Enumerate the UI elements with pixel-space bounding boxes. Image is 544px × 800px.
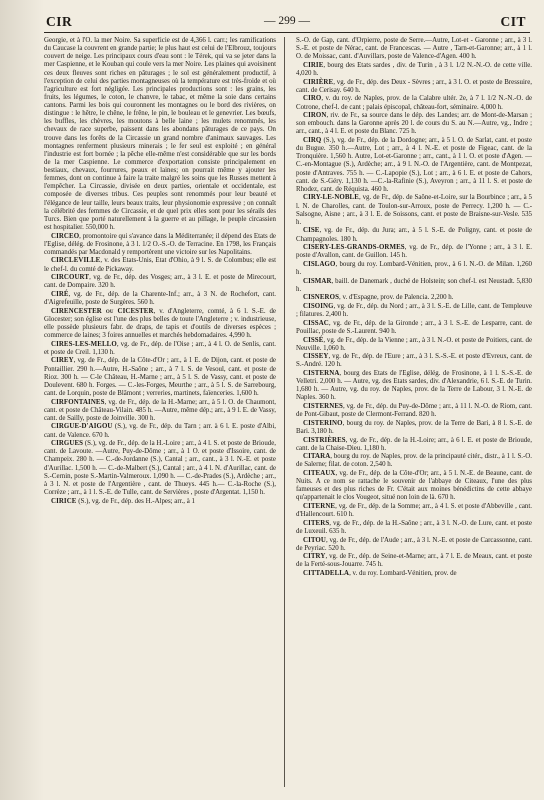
- entry-headword: CISSEY: [303, 353, 329, 361]
- entry-text: , v. d'Angleterre, comté, à 6 l. S.-E. de Glocester; son église est l'une des plus belles de toute l'Angleterre ; v. industrieuse, elle possède plusieurs fabr. de draps, de tapis et d'outils de diverses espèces ; commerce de laines; 3 foires annuelles et marchés hebdomadaires. 4,990 h.: [44, 307, 276, 339]
- dictionary-entry: [296, 370, 532, 403]
- column-divider: [284, 37, 285, 787]
- entry-text: , bourg du roy. de Naples, prov. de la principauté citér., distr., à 1 l. S.-O. de Salerne; filat. de coton. 2,540 h.: [296, 453, 532, 469]
- entry-headword: CIRCOURT: [51, 274, 90, 282]
- entry-text: , vg. de Fr., dép. de l'Aude ; arr., à 3 l. N.-E. et poste de Carcassonne, cant. de Peyriac. 520 h.: [296, 536, 532, 552]
- entry-headword: CITERS: [303, 519, 330, 527]
- dictionary-entry: [296, 278, 532, 294]
- entry-headword: CITARA: [303, 453, 331, 461]
- dictionary-entry: [44, 37, 276, 232]
- page-number: — 299 —: [264, 15, 310, 27]
- dictionary-entry: [296, 95, 532, 111]
- entry-text: (S.), vg. de Fr., dép. du Tarn ; arr. à 6 l. E. poste d'Albi, cant. de Valence. 670 h.: [44, 423, 276, 439]
- dictionary-entry: [44, 357, 276, 398]
- entry-text: , vg. de Fr., dép. des Deux - Sèvres ; arr., à 3 l. O. et poste de Bressuire, cant. de Cerisay. 640 h.: [296, 78, 532, 94]
- entry-text: , vg. de Fr., dép. de la Gironde ; arr., à 3 l. S.-E. de Lesparre, cant. de Pouillac, poste de S.-Laurent. 940 h.: [296, 319, 532, 335]
- entry-text: S.-O. de Gap, cant. d'Orpierre, poste de Serre.—Autre, Lot-et - Garonne ; arr., à 3 l. S.-E. et poste de Nérac, cant. de Francescas. — Autre , Tarn-et-Garonne; arr., à 1 l. O. de Moissac, cant. d'Auvillars, poste de Valence-d'Agen. 400 h.: [296, 37, 532, 61]
- dictionary-entry: [44, 291, 276, 307]
- entry-headword: CISERY-LES-GRANDS-ORMES: [303, 244, 405, 252]
- entry-headword: CIREY: [51, 357, 74, 365]
- entry-text: Georgie, et à l'O. la mer Noire. Sa superficie est de 4,366 l. carr.; les ramifications du Caucase la couvrent en grande partie; le plus haut est celui de l'Elbrouz, toujours couvert de neige. Les principaux cours d'eau sont : le Térek, qui va se jeter dans la mer Caspienne, et le Kouban qui coule vers la mer Noire. Les plaines qui avoisinent ces deux fleuves sont riches en pâturages ; le sol est généralement productif, à l'exception de celui des parties montagneuses où la température est très-froide et où l'agriculture est fort négligée. Les principales productions sont : les grains, les fruits, les légumes, le coton, le chanvre, le tabac, et même la soie dans certains cantons. Parmi les bois qui couronnent les montagnes ou le bord des rivières, on distingue : le hêtre, le chêne, le frêne, le pin, le bouleau et le genevrier. Les bœufs, les buffles, les chèvres, les moutons à belle laine ; les mulets renommés, les chevaux de race superbe, paissent dans les abondans pâturages de ce pays. On trouve dans les forêts de la Circassie un grand nombre d'animaux sauvages. Les montagnes renferment plusieurs minerais ; le fer seul est exploité ; en général l'industrie est fort bornée ; la pêche elle-même n'est considérable que sur les bords de la mer Caspienne. Le commerce d'exportation consiste principalement en bestiaux, chevaux, fourrures, peaux et laines; on pourrait même y ajouter les femmes, dont on continue à faire la traite malgré les soins que les Russes mettent à l'empêcher. La Circassie, divisée en deux parties, orientale et occidentale, est composée de diverses tribus. Ces peuples sont renommés pour leur beauté et l'élégance de leur taille, leurs beaux traits, leur physionomie expressive ; on connaît la célébrité des femmes de Circassie, et de quel prix elles sont pour les sérails des Turcs. Bien que porté naturellement à la guerre et au pillage, le peuple circassien est hospitalier. 550,000 h.: [44, 37, 276, 231]
- dictionary-entry: [44, 498, 276, 506]
- entry-headword: CIRO: [303, 95, 322, 103]
- entry-headword: CISTERNA: [303, 370, 340, 377]
- dictionary-entry: [296, 137, 532, 194]
- dictionary-entry: [296, 320, 532, 336]
- dictionary-entry: [296, 437, 532, 453]
- dictionary-entry: [296, 353, 532, 369]
- entry-text: , v. des Etats-Unis, Etat d'Ohio, à 9 l. S. de Colombus; elle est le chef-l. du comté de Pickaway.: [44, 257, 276, 273]
- entry-headword: CISMAR: [303, 277, 332, 285]
- dictionary-entry: [296, 403, 532, 419]
- right-column: [296, 37, 532, 795]
- dictionary-entry: [44, 399, 276, 423]
- dictionary-entry: [296, 62, 532, 78]
- entry-headword: CISOING: [303, 303, 334, 310]
- dictionary-entry: [296, 520, 532, 536]
- entry-headword: CITRY: [303, 553, 326, 561]
- dictionary-entry: [296, 227, 532, 243]
- entry-headword: CISNEROS: [303, 294, 340, 302]
- dictionary-entry: [44, 423, 276, 439]
- entry-text: , v. du roy. de Naples, prov. de la Calabre ultér. 2e, à 7 l. 1/2 N.-N.-O. de Cotrone, chef-l. de cant ; palais épiscopal, château-fort, séminaire. 4,000 h.: [296, 95, 532, 111]
- entry-text: , vg. de Fr., dép. du Jura; arr., à 5 l. S.-E. de Poligny, cant. et poste de Champagnoles. 180 h.: [296, 227, 532, 243]
- entry-headword: CISSÉ: [303, 336, 324, 344]
- entry-headword: CIRIÈRE: [303, 78, 334, 86]
- dictionary-entry: [296, 470, 532, 503]
- entry-text: , bourg du roy. de Naples, prov. de la Terre de Bari, à 8 l. S.-E. de Bari. 3,180 h.: [296, 419, 532, 435]
- entry-text: , vg. de Fr., dép. du Puy-de-Dôme ; arr., à 11 l. N.-O. de Riom, cant. de Pont-Gibaut, poste de Clermont-Ferrand. 820 h.: [296, 403, 532, 419]
- dictionary-entry: [296, 420, 532, 436]
- entry-headword: CIRGUE-D'AIGOU: [51, 423, 113, 431]
- entry-text: , vg. de Fr., dép. de Seine-et-Marne; arr., à 7 l. E. de Meaux, cant. et poste de la Ferté-sous-Jouarre. 745 h.: [296, 553, 532, 569]
- entry-headword: CISSAC: [303, 319, 329, 327]
- dictionary-entry: [296, 453, 532, 469]
- entry-text: , vg. de Fr., dép. de Saône-et-Loire, sur la Bourbince ; arr., à 5 l. N. de Charolles, cant. de Toulon-sur-Arroux, poste de Perrecy. 1,200 h. — C.-Salsogne, Aisne ; arr., à 3 l. E. de Soissons, cant. et poste de Braisne-sur-Vesle. 535 h.: [296, 194, 532, 226]
- dictionary-entry: [44, 274, 276, 290]
- dictionary-entry: [296, 79, 532, 95]
- entry-headword: CIRÉ: [51, 290, 69, 298]
- dictionary-entry: [296, 337, 532, 353]
- entry-headword: CIRCEO: [51, 232, 80, 240]
- entry-text: (S.), vg. de Fr., dép. de la Dordogne; arr., à 5 l. O. de Sarlat, cant. et poste du Bugue. 350 h.—Autre, Lot ; arr., à 4 l. N.-E. et poste de Figeac, cant. de la Tronquière. 1,560 h. Autre, Lot-et-Garonne ; arr., cant., à 1 l. O. et poste d'Agen. —C.-en-Montague (S.), Ardèche; arr., à 9 l. N.-O. de l'Argentière, cant. de Montpezat, poste d'Antraves. 755 h. — C.-Lapopie (S.), Lot ; arr., à 6 l. E. et poste de Cahors, cant. de S.-Géry. 1,130 h. —C.-la-Rafinie (S.), Aveyron ; arr., à 11 l. S. et poste de Rhodez, cant. de Réquista. 460 h.: [296, 137, 532, 193]
- entry-text: , vg. de Fr., dép. de la H.-Marne; arr., à 5 l. O. de Chaumont, cant. et poste de Château-Vilain. 485 h. —Autre, même dép.; arr., à 9 l. E. de Vassy, cant. de Sailly, poste de Joinville. 300 h.: [44, 398, 276, 422]
- entry-text: (S.), vg. de Fr., dép. des H.-Alpes; arr., à 1: [76, 497, 195, 505]
- header-left-guideword: CIR: [46, 14, 73, 29]
- entry-text: , vg. de Fr., dép. de la Côte-d'Or ; arr., à 1 E. de Dijon, cant. et poste de Pontaillier. 290 h.—Autre, H.-Saône ; arr., à 7 l. S. de Vesoul, cant. et poste de Rioz. 300 h. — C-le Château, H.-Marne ; arr., à 5 l. S. de Vassy, cant. et poste de Doulevent. 680 h. Forges. — C.-les-Forges, Meurthe ; arr., à 5 l. S. de Sarrebourg, cant. de Lorquin, poste de Blâmont ; verreries, martinets, faïenceries. 1,600 h.: [44, 357, 276, 397]
- entry-headword: CITEAUX: [303, 470, 336, 477]
- dictionary-entry: [296, 503, 532, 519]
- entry-text: , vg. de Fr., dép. de la H.-Loire; arr., à 6 l. E. et poste de Brioude, cant. de la Chaise-Dieu. 1,180 h.: [296, 436, 532, 452]
- entry-text: , vg. de Fr., dép. de l'Yonne ; arr., à 3 l. E. poste d'Avallon, cant. de Guillon. 145 h.: [296, 244, 532, 260]
- entry-text: , promontoire qui s'avance dans la Méditerranée; il dépend des Etats de l'Eglise, délég. de Frosinone, à 3 l. 1/2 O.-S.-O. de Terracine. En 1798, les Français commandés par Macdonald y remportèrent une victoire sur les Napolitains.: [44, 232, 276, 256]
- dictionary-entry: [296, 194, 532, 227]
- dictionary-entry: [296, 37, 532, 61]
- page-header: [44, 14, 530, 33]
- entry-headword: CITOU: [303, 536, 326, 544]
- entry-text: , vg. de Fr., dép. de la Somme; arr., à 4 l. S. et poste d'Abbeville , cant. d'Hallencourt. 610 h.: [296, 503, 532, 519]
- dictionary-entry: [296, 570, 532, 578]
- entry-headword: CIRIE: [303, 61, 324, 69]
- entry-headword: CISE: [303, 227, 320, 235]
- entry-headword: CIRQ: [303, 137, 322, 144]
- entry-text: , vg. de Fr., dép. de la Charente-Inf.; arr., à 3 N. de Rochefort, cant. d'Aigrefeuille, poste de Surgères. 560 h.: [44, 290, 276, 306]
- entry-headword: CITTADELLA: [303, 570, 350, 577]
- entry-text: , v. du roy. Lombard-Vénitien, prov. de: [349, 570, 457, 577]
- entry-text: , vg. de Fr., dép. de la Côte-d'Or; arr., à 5 l. N.-E. de Beaune, cant. de Nuits. A ce nom se rattache le souvenir de l'abbaye de Citeaux, l'une des plus fameuses et des plus riches de Fr. C'était aux moines bénédictins de cette abbaye qu'appartenait le clos Vougeot, situé non loin de là. 670 h.: [296, 470, 532, 502]
- dictionary-entry: [44, 233, 276, 257]
- entry-text: , vg. de Fr., dép. de l'Oise ; arr., à 4 l. O. de Senlis, cant. et poste de Creil. 1,130 h.: [44, 340, 276, 356]
- dictionary-entry: [44, 308, 276, 341]
- entry-headword: CIRES-LES-MELLO: [51, 340, 117, 348]
- entry-headword: CISTERINO: [303, 419, 343, 427]
- entry-headword: CIRICE: [51, 497, 77, 505]
- dictionary-entry: [44, 440, 276, 497]
- dictionary-entry: [296, 303, 532, 319]
- dictionary-entry: [296, 553, 532, 569]
- entry-text: (S.), vg. de Fr., dép. de la H.-Loire ; arr., à 4 l. S. et poste de Brioude, cant. de Lavoute. —Autre, Puy-de-Dôme ; arr., à 1 O. et poste d'Issoire, cant. de Champeix. 280 h. — C.-de-Jordanne (S.), Cantal ; arr., cant., à 3 l. N.-E. et poste d'Aurillac. 1,500 h. — C.-de-Malbert (S.), Cantal ; arr., à 4 l. N. d'Aurillac, cant. de S.-Cernin, poste S.-Martin-Valmeroux. 1,090 h. — C.-de-Prades (S.), Ardèche ; arr., à 3 l. N. et poste de l'Argentière , cant. de Thueys. 445 h.— C.-la-Roche (S.), Corrèze ; arr., à 1 l. S.-E. de Tulle, cant. de Servières , poste d'Argentat. 1,150 h.: [44, 440, 276, 496]
- entry-headword: CIRGUES: [51, 440, 84, 448]
- dictionary-entry: [296, 112, 532, 136]
- entry-headword: CIRON: [303, 112, 327, 120]
- entry-text: , v. d'Espagne, prov. de Palencia. 2,200 h.: [339, 294, 454, 302]
- entry-text: , vg. de Fr., dép. des Vosges; arr., à 3 l. E. et poste de Mirecourt, cant. de Dompaire. 320 h.: [44, 274, 276, 290]
- entry-text: , bourg du roy. Lombard-Vénitien, prov., à 6 l. N.-O. de Milan. 1,260 h.: [296, 260, 532, 276]
- entry-headword: CIRCLEVILLE: [51, 257, 101, 265]
- dictionary-entry: [44, 341, 276, 357]
- entry-headword: CISTRIÈRES: [303, 436, 346, 444]
- dictionary-entry: [296, 261, 532, 277]
- entry-text: , vg. de Fr., dép. de la H.-Saône ; arr., à 3 l. N.-O. de Lure, cant. et poste de Luxeuil. 635 h.: [296, 519, 532, 535]
- dictionary-entry: [296, 294, 532, 302]
- dictionary-entry: [296, 244, 532, 260]
- entry-headword: CITERNE: [303, 503, 336, 510]
- page-gutter-shadow: [0, 0, 44, 800]
- dictionary-entry: [44, 257, 276, 273]
- entry-text: , bourg des Etats de l'Eglise, délég. de Frosinone, à 1 l. S.-S.-E. de Velletri. 2,000 h. — Autre, vg. des Etats sardes, div. d'Alexandrie, 6 l. S.-E. de Turin. 1,680 h. — Autre, vg. du roy. de Naples, prov. de la Terre de Labour, 3 l. N.-E. de Naples. 360 h.: [296, 370, 532, 402]
- entry-text: , vg. de Fr., dép. de l'Eure ; arr., à 3 l. S.-S.-E. et poste d'Evreux, cant. de S.-André. 120 h.: [296, 353, 532, 369]
- entry-text: , vg. de Fr., dép. du Nord ; arr., à 3 l. S.-E. de Lille, cant. de Templeuve ; filatures. 2,400 h.: [296, 303, 532, 319]
- entry-text: , vg. de Fr., dép. de la Vienne ; arr., à 3 l. N.-O. et poste de Poitiers, cant. de Neuville. 1,060 h.: [296, 336, 532, 352]
- entry-headword: CIRENCESTER ou CICESTER: [51, 307, 154, 315]
- entry-text: , bourg des Etats sardes , div. de Turin , à 3 l. 1/2 N.-N.-O. de cette ville. 4,020 h.: [296, 61, 532, 77]
- entry-text: , baill. de Danemark , duché de Holstein; son chef-l. est Neustadt. 5,830 h.: [296, 277, 532, 293]
- entry-headword: CISLAGO: [303, 260, 336, 268]
- dictionary-entry: [296, 537, 532, 553]
- entry-headword: CIRY-LE-NOBLE: [303, 194, 359, 202]
- entry-headword: CISTERNES: [303, 403, 343, 410]
- header-right-guideword: CIT: [500, 14, 526, 29]
- entry-text: , riv. de Fr., sa source dans le dép. des Landes; arr. de Mont-de-Marsan ; son embouch. dans la Garonne après 20 l. de cours du S. au N.—Autre, vg., Indre ; arr., cant., à 4 l. E. et poste du Blanc. 725 h.: [296, 112, 532, 136]
- left-column: [44, 37, 276, 795]
- entry-headword: CIRFONTAINES: [51, 398, 105, 406]
